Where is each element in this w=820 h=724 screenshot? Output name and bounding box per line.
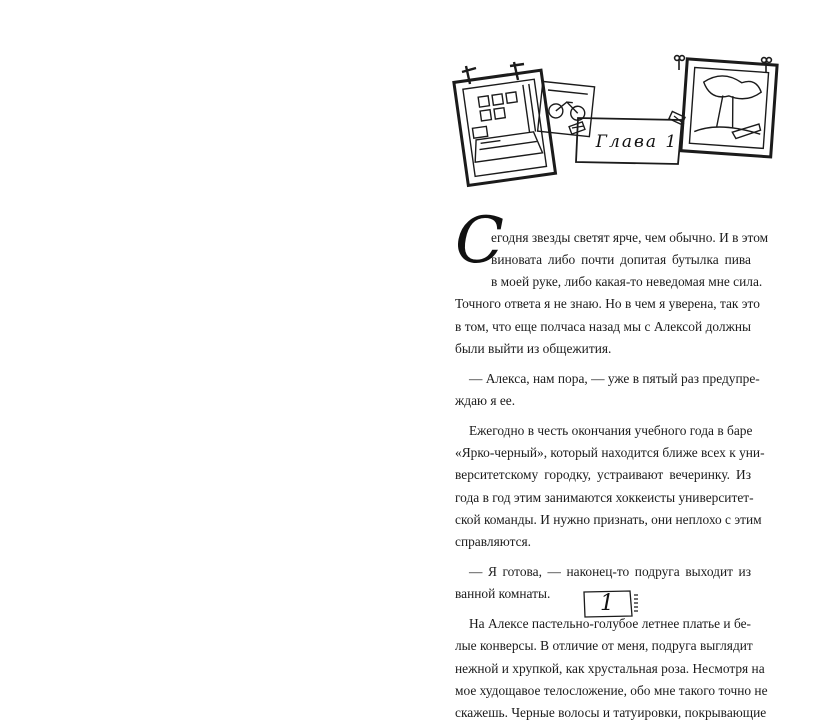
text-line: ской команды. И нужно признать, они неплохо с этим [455, 511, 762, 527]
text-line: «Ярко-черный», который находится ближе всех к уни- [455, 445, 765, 461]
text-line: — Алекса, нам пора, — уже в пятый раз предупре- [469, 370, 760, 386]
text-line: справляются. [455, 533, 532, 549]
text-line: были выйти из общежития. [455, 340, 612, 356]
text-line: в моей руке, либо какая-то неведомая мне сила. [491, 274, 763, 290]
text-line: года в год этим занимаются хоккеисты университет- [455, 489, 754, 505]
text-line: На Алексе пастельно-голубое летнее платье и бе- [469, 616, 751, 632]
text-line: ждаю я ее. [455, 392, 516, 408]
text-line: скажешь. Черные волосы и татуировки, покрывающие [455, 704, 767, 720]
text-line: виновата либо почти допитая бутылка пива [491, 252, 751, 268]
text-line: мое худощавое телосложение, обо мне такого точно не [455, 682, 768, 698]
chapter-body-text [455, 227, 769, 724]
bedroom-photo-icon [454, 70, 556, 185]
drop-cap: С [455, 204, 504, 278]
text-line: лые конверсы. В отличие от меня, подруга выглядит [455, 638, 753, 654]
chapter-header-illustration [448, 48, 788, 198]
park-photo-icon [681, 59, 777, 157]
text-line: в том, что еще полчаса назад мы с Алексой должны [455, 318, 751, 334]
text-line: ванной комнаты. [455, 586, 551, 602]
chapter-title: Глава 1 [595, 132, 679, 152]
text-line: Точного ответа я не знаю. Но в чем я уверена, так это [455, 296, 760, 312]
text-line: верситетскому городку, устраивают вечеринку. Из [455, 467, 751, 483]
text-line: егодня звезды светят ярче, чем обычно. И в этом [491, 230, 769, 245]
page-number: 1 [600, 591, 614, 616]
text-line: Ежегодно в честь окончания учебного года в баре [469, 423, 753, 439]
left-blank-page [0, 0, 410, 662]
text-line: нежной и хрупкой, как хрустальная роза. Несмотря на [455, 660, 765, 676]
text-line: — Я готова, — наконец-то подруга выходит из [469, 563, 751, 579]
